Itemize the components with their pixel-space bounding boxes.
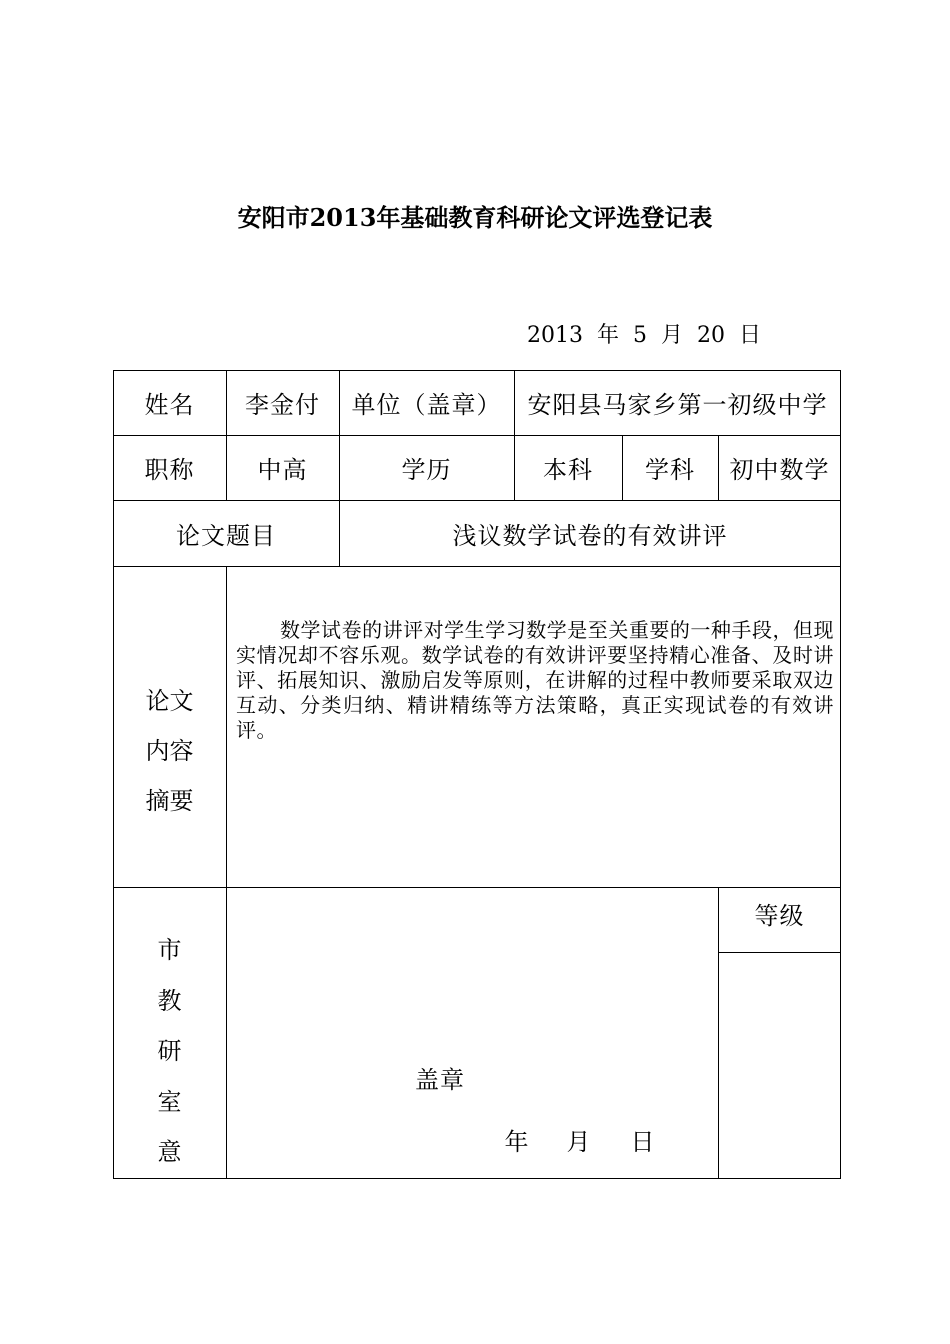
col-divider: [226, 566, 227, 1179]
unit-label: 单位（盖章）: [351, 391, 502, 419]
opinion-label-char: 研: [157, 1037, 182, 1065]
seal-label: 盖章: [415, 1065, 465, 1094]
opinion-label-char: 市: [157, 936, 182, 964]
name-value: 李金付: [245, 391, 320, 419]
job-title-label: 职称: [144, 456, 195, 484]
date-day: 20: [697, 323, 726, 348]
sign-day-unit: 日: [630, 1127, 656, 1156]
date-day-unit: 日: [739, 323, 762, 348]
opinion-label-char: 室: [157, 1087, 182, 1116]
sign-month-unit: 月: [566, 1127, 592, 1156]
opinion-label: [113, 925, 226, 1178]
abstract-label: [113, 676, 226, 826]
paper-title-label: 论文题目: [176, 521, 276, 550]
page-title: 安阳市2013年基础教育科研论文评选登记表: [237, 203, 713, 232]
abstract-label-line: 论文: [145, 687, 194, 715]
subject-label: 学科: [645, 456, 695, 484]
education-label: 学历: [401, 456, 452, 484]
grade-label: 等级: [754, 901, 805, 930]
date-month-unit: 月: [661, 323, 684, 348]
name-label: 姓名: [144, 391, 195, 419]
job-title-value: 中高: [257, 456, 308, 484]
row-divider: [113, 566, 841, 567]
grade-value-field[interactable]: [719, 953, 840, 1178]
abstract-text: [236, 618, 834, 743]
date-month: 5: [633, 323, 648, 348]
date-year-unit: 年: [597, 323, 620, 348]
subject-value: 初中数学: [729, 456, 830, 484]
opinion-label-char: 教: [157, 986, 182, 1015]
row-divider: [113, 887, 841, 888]
paper-title-value: 浅议数学试卷的有效讲评: [452, 521, 728, 550]
sign-year-unit: 年: [504, 1127, 530, 1156]
unit-value: 安阳县马家乡第一初级中学: [527, 391, 828, 419]
abstract-content: 数学试卷的讲评对学生学习数学是至关重要的一种手段，但现实情况却不容乐观。数学试卷的有效讲评要坚持精心准备、及时讲评、拓展知识、激励启发等原则，在讲解的过程中教师要采取双边互动、分类归纳、精讲精练等方法策略，真正实现试卷的有效讲评。: [236, 618, 834, 742]
abstract-label-line: 摘要: [145, 787, 194, 815]
education-value: 本科: [543, 456, 593, 484]
opinion-label-char: 意: [157, 1138, 182, 1166]
date-year: 2013: [527, 323, 583, 348]
form-date: [527, 318, 761, 349]
abstract-label-line: 内容: [145, 737, 194, 765]
